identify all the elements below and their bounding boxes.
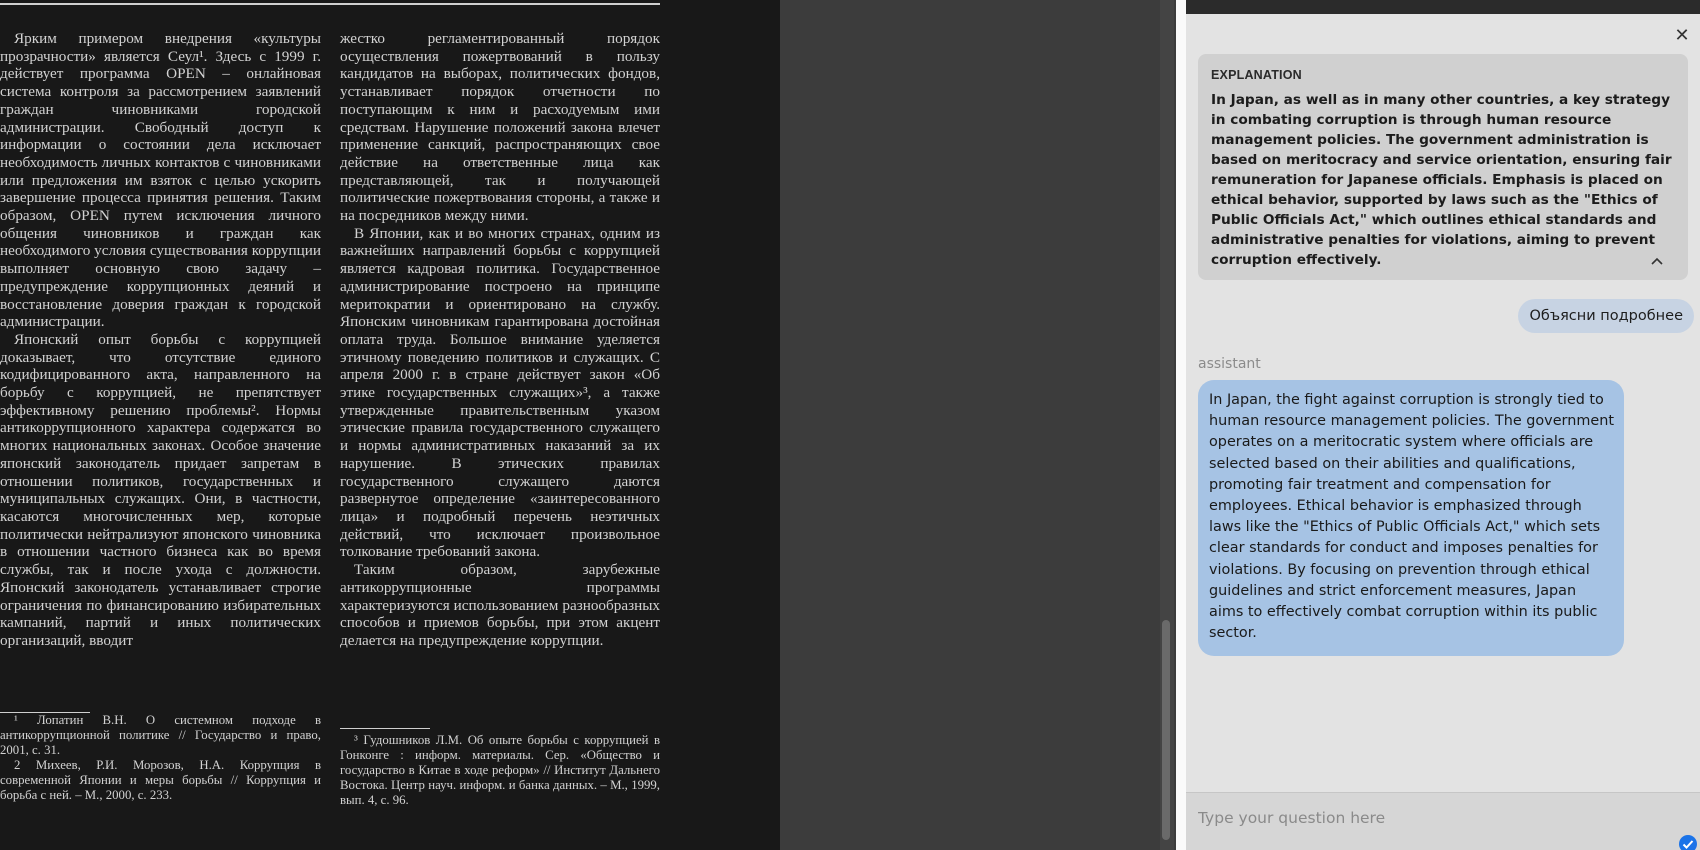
paragraph: Таким образом, зарубежные антикоррупционные программы характеризуются использованием разнообразных способов и приемов борьбы, при этом акцент делается на предупреждение коррупции. bbox=[340, 561, 660, 649]
chevron-up-icon[interactable] bbox=[1648, 254, 1666, 268]
viewer-scroll-thumb[interactable] bbox=[1162, 620, 1170, 840]
document-page bbox=[0, 0, 780, 850]
question-input-area bbox=[1186, 792, 1700, 850]
send-icon[interactable] bbox=[1678, 834, 1698, 850]
footnote-rule bbox=[340, 728, 430, 729]
footnote: ¹ Лопатин В.Н. О системном подходе в антикоррупционной политике // Государство и право, 2001, с. 31. bbox=[0, 713, 321, 757]
footnote: ³ Гудошников Л.М. Об опыте борьбы с коррупцией в Гонконге : информ. материалы. Сер. «Общество и государство в Китае в ходе реформ» // Институт Дальнего Востока. Центр науч. информ. и банка данных. – М., 1999, вып. 4, с. 96. bbox=[340, 733, 660, 807]
left-text-column bbox=[0, 30, 321, 650]
chat-panel bbox=[1186, 14, 1700, 850]
footnote: 2 Михеев, Р.И. Морозов, Н.А. Коррупция в современной Японии и меры борьбы // Коррупция и борьба с ней. – М., 2000, с. 233. bbox=[0, 758, 321, 802]
close-icon[interactable]: ✕ bbox=[1674, 25, 1690, 46]
panel-divider[interactable] bbox=[1176, 0, 1186, 850]
footnotes-left bbox=[0, 713, 321, 803]
page-top-rule bbox=[0, 3, 660, 5]
user-message: Объясни подробнее bbox=[1518, 299, 1694, 333]
paragraph: В Японии, как и во многих странах, одним из важнейших направлений борьбы с коррупцией является кадровая политика. Государственное администрирование построено на принципе меритократии и ориентировано на службу. Японским чиновникам гарантирована достойная оплата труда. Большое внимание уделяется этичному поведению политиков и служащих. С апреля 2000 г. в стране действует закон «Об этике государственных служащих»³, а также утвержденные правительственным указом этические правила государственного служащего и нормы административных наказаний за их нарушение. В этических правилах государственного служащего даются развернутое определение «заинтересованного лица» и подробный перечень неэтичных действий, что исключает произвольное толкование требований закона. bbox=[340, 224, 660, 561]
viewer-background bbox=[780, 0, 1162, 850]
paragraph: Ярким примером внедрения «культуры прозрачности» является Сеул¹. Здесь с 1999 г. действует программа OPEN – онлайновая система контроля за рассмотрением заявлений граждан чиновниками городской администрации. Свободный доступ к информации о состоянии дела исключает необходимость личных контактов с чиновниками или предложения им взяток с целью ускорить завершение процесса принятия решения. Таким образом, OPEN путем исключения личного общения чиновников и граждан как необходимого условия существования коррупции выполняет основную свою задачу – предупреждение коррупционных деяний и восстановление доверия граждан к городской администрации. bbox=[0, 30, 321, 331]
footnotes-right bbox=[340, 733, 660, 808]
assistant-label: assistant bbox=[1198, 356, 1261, 372]
assistant-message: In Japan, the fight against corruption is strongly tied to human resource management policies. The government operates on a meritocratic system where officials are selected based on their abilities and qualifications, promoting fair treatment and compensation for employees. Ethical behavior is emphasized through laws like the "Ethics of Public Officials Act," which sets clear standards for conduct and imposes penalties for violations. By focusing on prevention through ethical guidelines and strict enforcement measures, Japan aims to effectively combat corruption within its public sector. bbox=[1198, 380, 1624, 656]
paragraph: жестко регламентированный порядок осуществления пожертвований в пользу кандидатов на выборах, политических фондов, устанавливает порядок отчетности по поступающим к ним и расходуемым ими средствам. Нарушение положений закона влечет применение санкций, распространяющих свое действие на ответственные лица как представляющей, так и получающей политические пожертвования стороны, а также и на посредников между ними. bbox=[340, 30, 660, 225]
question-input[interactable] bbox=[1198, 803, 1668, 833]
paragraph: Японский опыт борьбы с коррупцией доказывает, что отсутствие единого кодифицированного акта, направленного на борьбу с коррупцией, не препятствует эффективному решению проблемы². Нормы антикоррупционного характера содержатся во многих национальных законах. Особое значение японский законодатель придает запретам в отношении политиков, государственных и муниципальных служащих. Они, в частности, касаются многочисленных мер, которые политически нейтрализуют японского чиновника в отношении частного бизнеса как во время службы, так и после ухода с должности. Японский законодатель устанавливает строгие ограничения по финансированию избирательных кампаний, партий и иных политических организаций, вводит bbox=[0, 330, 321, 649]
right-text-column bbox=[340, 30, 660, 650]
explanation-title: EXPLANATION bbox=[1211, 68, 1302, 82]
explanation-text: In Japan, as well as in many other countries, a key strategy in combating corruption is through human resource management policies. The government administration is based on meritocracy and service orientation, ensuring fair remuneration for Japanese officials. Emphasis is placed on ethical behavior, supported by laws such as the "Ethics of Public Officials Act," which outlines ethical standards and administrative penalties for violations, aiming to prevent corruption effectively. bbox=[1211, 92, 1672, 268]
explanation-card bbox=[1198, 54, 1688, 280]
